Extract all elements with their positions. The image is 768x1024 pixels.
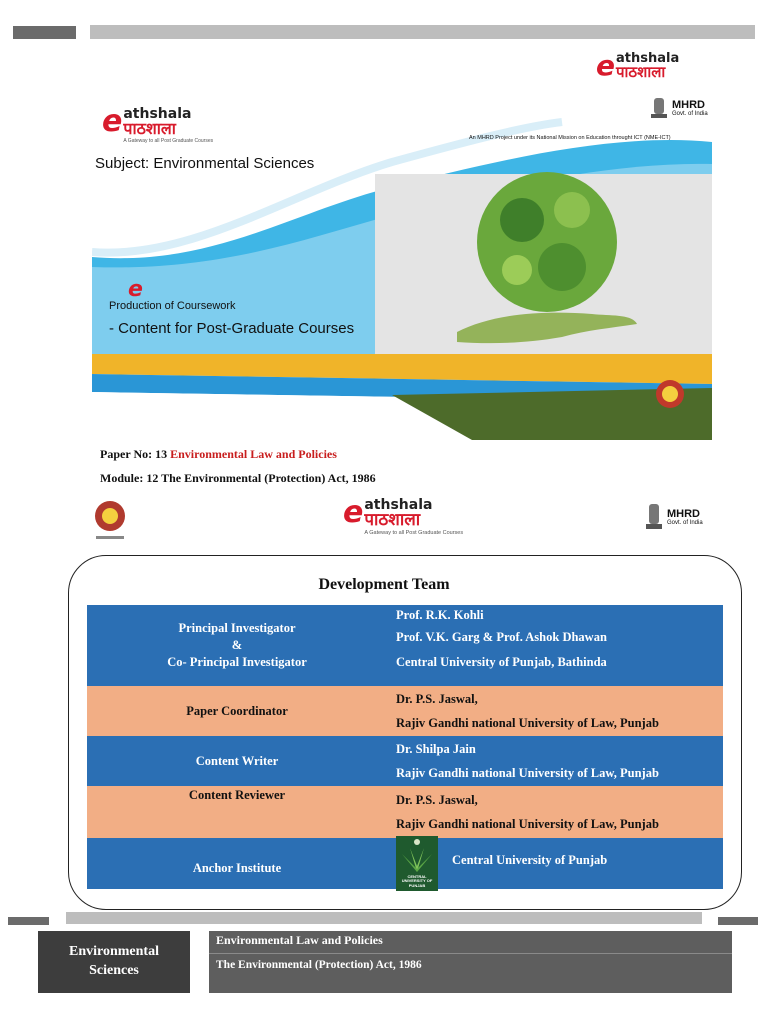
role-line: Content Reviewer	[188, 788, 286, 802]
footer-subject	[38, 931, 190, 993]
team-name-line: Prof. R.K. Kohli	[396, 608, 484, 622]
banner-brand-e: e	[102, 104, 123, 139]
team-role	[87, 605, 387, 686]
bottom-right-bar	[718, 917, 758, 925]
role-line: Paper Coordinator	[186, 703, 288, 718]
team-role	[87, 686, 387, 736]
team-row-paper-coordinator	[87, 686, 723, 736]
top-left-bar	[13, 26, 76, 39]
team-name-line: Prof. V.K. Garg & Prof. Ashok Dhawan	[396, 630, 607, 644]
team-names	[387, 605, 723, 686]
team-row-content-writer	[87, 736, 723, 786]
team-row-anchor-institute	[87, 838, 723, 889]
banner-brand-tagline: A Gateway to all Post Graduate Courses	[123, 138, 214, 144]
mhrd-subtitle: Govt. of India	[672, 111, 708, 118]
brand-e-letter: e	[596, 49, 615, 82]
footer-module-info	[209, 931, 732, 993]
paper-prefix: Paper No: 13	[100, 447, 171, 461]
team-row-principal-investigator	[87, 605, 723, 686]
role-line: Content Writer	[195, 753, 279, 768]
team-names	[387, 786, 723, 838]
team-name-line: Central University of Punjab, Bathinda	[396, 655, 607, 669]
footer-paper-title: Environmental Law and Policies	[216, 933, 383, 947]
role-line: Principal Investigator	[178, 621, 296, 636]
banner-brand-hi: पाठशाला	[123, 119, 176, 138]
middle-brand-hi: पाठशाला	[364, 510, 421, 530]
team-name-line: Rajiv Gandhi national University of Law, Punjab	[396, 817, 659, 831]
mhrd-title-middle: MHRD	[667, 508, 700, 521]
team-role	[87, 838, 387, 889]
footer-subject-line: Environmental	[69, 944, 159, 960]
banner-content: - Content for Post-Graduate Courses	[109, 320, 355, 337]
role-line: Anchor Institute	[192, 861, 282, 876]
team-role	[87, 736, 387, 786]
middle-brand-tagline: A Gateway to all Post Graduate Courses	[364, 530, 464, 536]
mhrd-logo-banner	[648, 96, 708, 122]
development-team-title: Development Team	[318, 576, 450, 593]
module-line: Module: 12 The Environmental (Protection) Act, 1986	[100, 471, 376, 485]
role-line: Co- Principal Investigator	[167, 654, 307, 669]
team-row-content-reviewer	[87, 786, 723, 838]
team-name-line: Dr. P.S. Jaswal,	[396, 792, 478, 807]
banner-brand-en: athshala	[123, 106, 192, 122]
ashoka-emblem-icon	[648, 96, 670, 122]
middle-brand-en: athshala	[364, 497, 433, 513]
ugc-emblem-icon	[92, 498, 128, 542]
team-name-line: Dr. P.S. Jaswal,	[396, 691, 478, 706]
svg-text:e: e	[128, 277, 143, 302]
epathshala-logo-top	[596, 49, 680, 82]
ashoka-emblem-icon-middle	[643, 502, 665, 534]
team-role	[87, 786, 387, 838]
mhrd-project-line: An MHRD Project under its National Mission on Education throught ICT (NME-ICT)	[469, 135, 671, 141]
footer-divider	[209, 953, 732, 954]
footer-module-title: The Environmental (Protection) Act, 1986	[216, 959, 422, 971]
cup-logo-text: CENTRAL UNIVERSITY OF PUNJAB	[401, 874, 433, 888]
brand-name-hi: पाठशाला	[616, 63, 666, 81]
team-name-line: Rajiv Gandhi national University of Law, Punjab	[396, 716, 659, 730]
banner-graphic	[92, 92, 712, 440]
team-names	[387, 686, 723, 736]
banner-subject: Subject: Environmental Sciences	[95, 155, 315, 172]
paper-line	[100, 447, 337, 462]
epathshala-logo-banner	[102, 104, 214, 144]
team-name-line: Rajiv Gandhi national University of Law, Punjab	[396, 766, 659, 780]
bottom-center-bar	[66, 912, 702, 924]
team-names	[387, 736, 723, 786]
team-names	[387, 838, 723, 889]
mhrd-subtitle-middle: Govt. of India	[667, 520, 703, 527]
team-name-line: Central University of Punjab	[452, 853, 608, 868]
mhrd-logo-middle	[643, 502, 703, 534]
epathshala-logo-middle	[343, 495, 464, 537]
brand-name-en: athshala	[616, 51, 680, 66]
footer-subject-line: Sciences	[89, 963, 139, 978]
course-banner	[92, 92, 712, 440]
team-name-line: Dr. Shilpa Jain	[396, 741, 476, 756]
top-header-bar	[90, 25, 755, 39]
role-line: &	[231, 638, 243, 653]
central-university-punjab-logo	[396, 836, 438, 891]
mhrd-title: MHRD	[672, 99, 705, 112]
aloe-plant-icon	[396, 836, 438, 876]
paper-title: Environmental Law and Policies	[170, 447, 337, 461]
bottom-left-bar	[8, 917, 49, 925]
middle-brand-e: e	[343, 495, 364, 530]
banner-production: Production of Coursework	[109, 300, 236, 312]
